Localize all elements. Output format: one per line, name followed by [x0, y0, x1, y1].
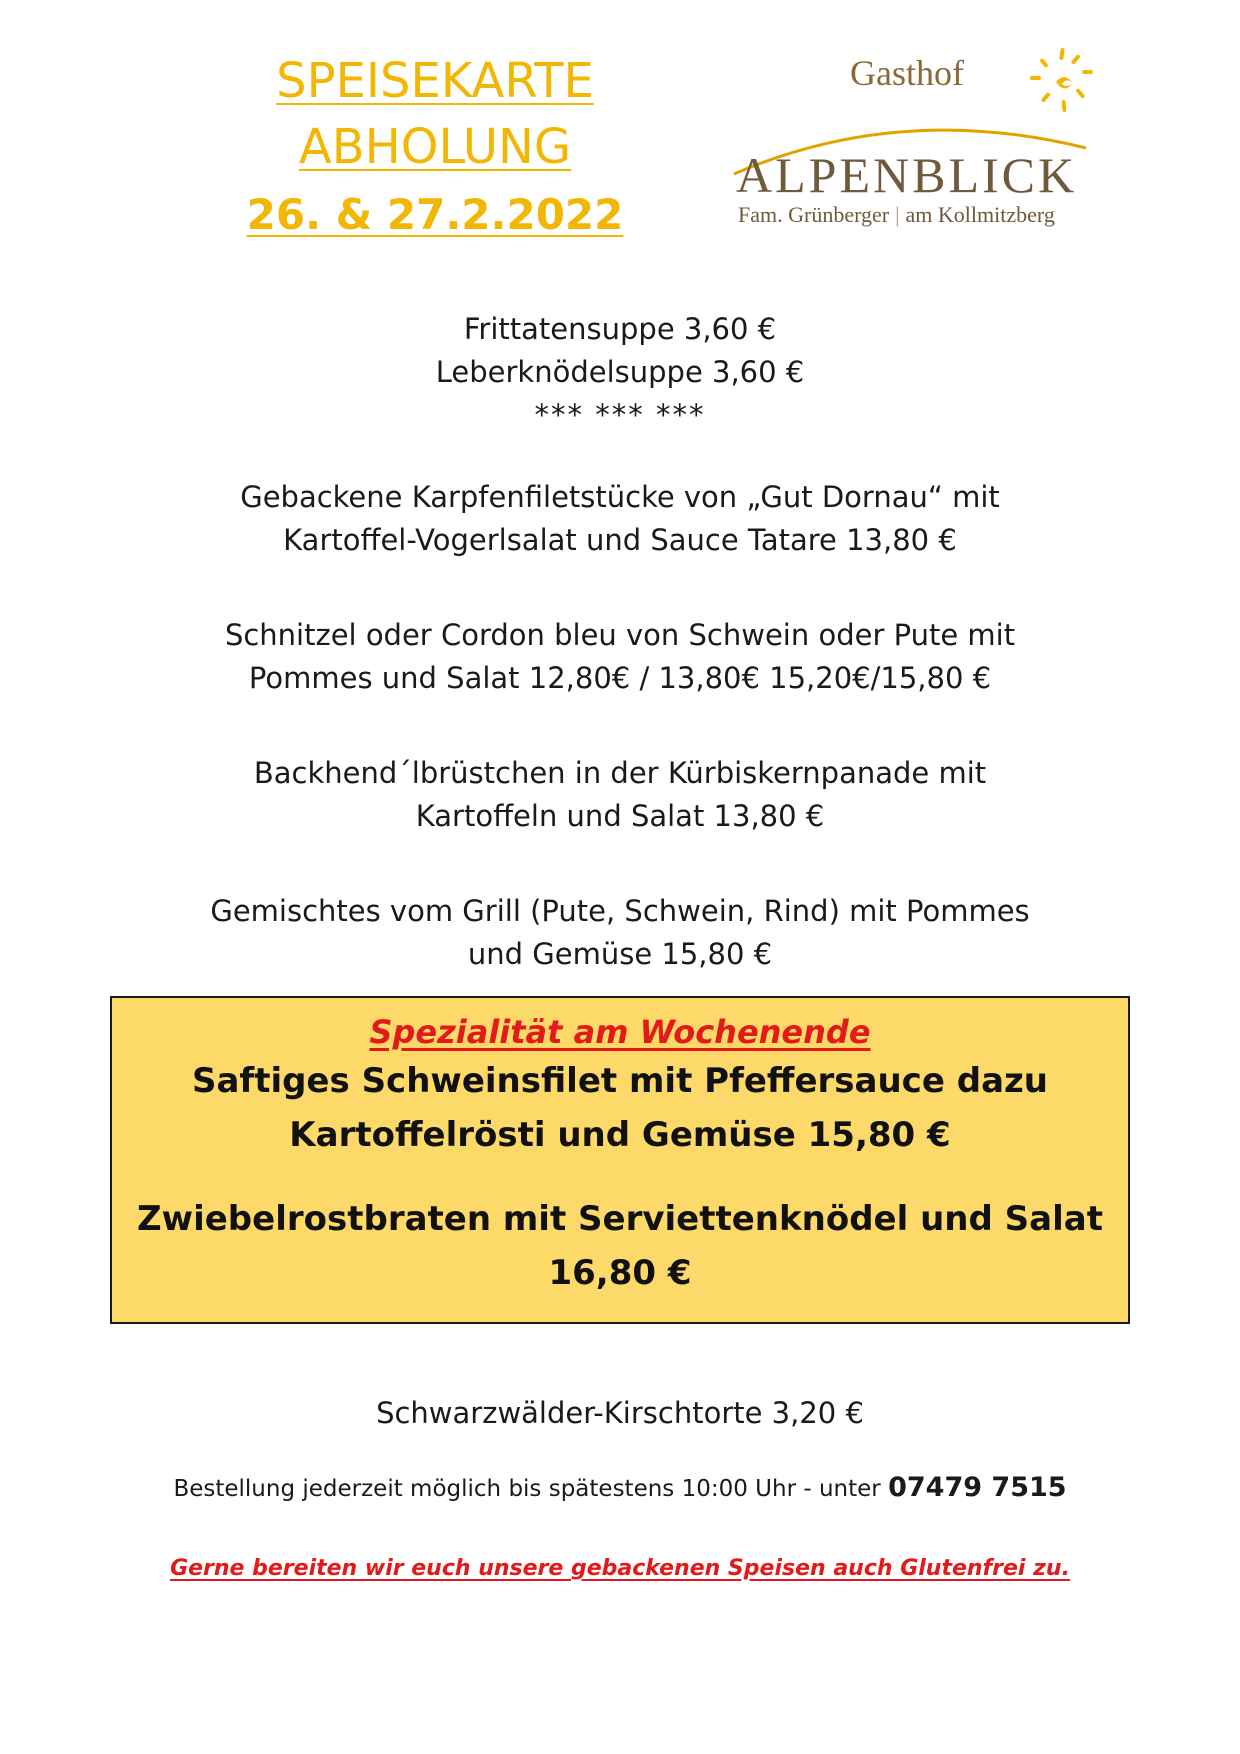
- logo-name: ALPENBLICK: [736, 147, 1078, 203]
- menu-item-line: Backhend´lbrüstchen in der Kürbiskernpanade mit: [253, 756, 987, 790]
- special-dish-line: Kartoffelrösti und Gemüse 15,80 €: [289, 1115, 951, 1155]
- menu-item-line: Kartoffeln und Salat 13,80 €: [415, 799, 825, 833]
- soup-item: Frittatensuppe 3,60 €: [463, 312, 777, 346]
- special-dish-line: Saftiges Schweinsfilet mit Pfeffersauce dazu: [191, 1061, 1049, 1101]
- weekend-special-box: [110, 996, 1130, 1324]
- menu-title: SPEISEKARTE: [276, 53, 594, 109]
- special-spacer: [112, 1162, 1128, 1192]
- menu-item-line: Pommes und Salat 12,80€ / 13,80€ 15,20€/15,80 €: [248, 661, 992, 695]
- logo-family: Fam. Grünberger: [738, 202, 890, 227]
- menu-item-line: Kartoffel-Vogerlsalat und Sauce Tatare 13,80 €: [283, 523, 957, 557]
- menu-item: [110, 476, 1130, 562]
- order-note: [110, 1472, 1130, 1503]
- menu-item: [110, 752, 1130, 838]
- soup-item: Leberknödelsuppe 3,60 €: [435, 355, 805, 389]
- special-dish-line: Zwiebelrostbraten mit Serviettenknödel und Salat: [137, 1199, 1103, 1239]
- menu-item-line: Schnitzel oder Cordon bleu von Schwein oder Pute mit: [224, 618, 1016, 652]
- phone-number: 07479 7515: [888, 1472, 1067, 1503]
- special-heading: Spezialität am Wochenende: [369, 1013, 871, 1051]
- menu-item-line: und Gemüse 15,80 €: [467, 937, 773, 971]
- menu-item: [110, 614, 1130, 700]
- menu-item-line: Gemischtes vom Grill (Pute, Schwein, Rind) mit Pommes: [210, 894, 1030, 928]
- menu-item-line: Gebackene Karpfenfiletstücke von „Gut Dornau“ mit: [240, 480, 1000, 514]
- order-text: Bestellung jederzeit möglich bis spätestens 10:00 Uhr - unter: [173, 1476, 889, 1502]
- menu-date: 26. & 27.2.2022: [246, 190, 624, 239]
- menu-subtitle: ABHOLUNG: [298, 119, 572, 175]
- menu-item: [110, 890, 1130, 976]
- soup-section: [110, 308, 1130, 437]
- logo-separator: |: [895, 202, 900, 227]
- dessert-item: Schwarzwälder-Kirschtorte 3,20 €: [376, 1396, 864, 1430]
- special-dish-line: 16,80 €: [548, 1253, 692, 1293]
- separator-stars: *** *** ***: [534, 398, 706, 432]
- gasthof-logo: [730, 44, 1110, 244]
- logo-location: am Kollmitzberg: [905, 202, 1055, 227]
- gluten-free-note: Gerne bereiten wir euch unsere gebackenen Speisen auch Glutenfrei zu.: [170, 1556, 1070, 1581]
- logo-subtitle: [738, 202, 1055, 228]
- menu-title-block: [190, 48, 680, 248]
- logo-top-word: Gasthof: [850, 53, 964, 93]
